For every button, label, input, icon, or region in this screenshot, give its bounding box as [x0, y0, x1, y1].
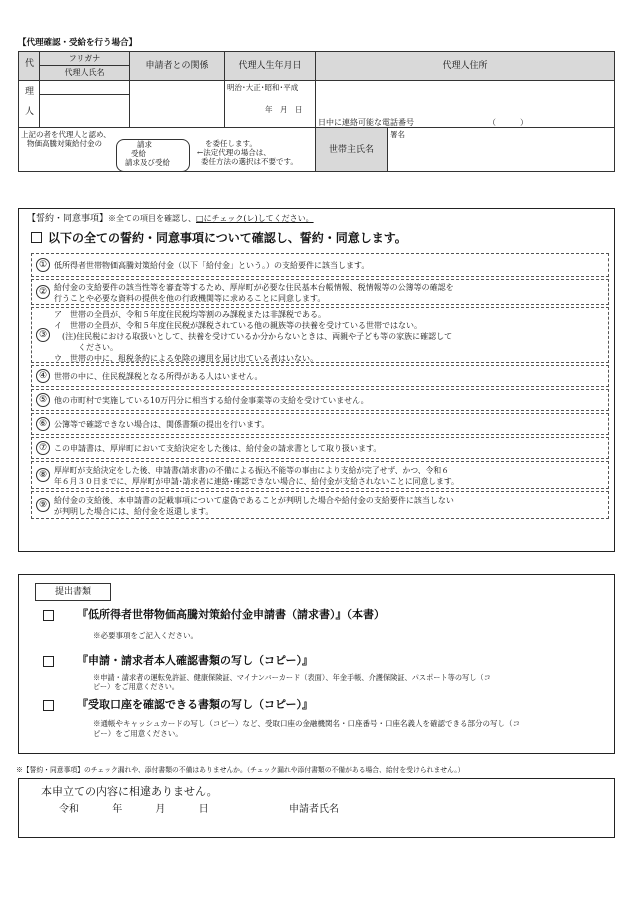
pledge-header-note: ※全ての項目を確認し、: [108, 214, 197, 223]
delegation-box: [18, 127, 316, 172]
doc-label: 『低所得者世帯物価高騰対策給付金申請書（請求書）』（本書）: [77, 608, 385, 621]
pledge-item: [31, 413, 609, 435]
pledge-header-note-check: □にチェック(レ)してください。: [196, 214, 314, 223]
pledge-panel: [18, 208, 615, 552]
pledge-header: [27, 213, 314, 225]
item-text: 他の市町村で実施している10万円分に相当する給付金事業等の支給を受けていません。: [54, 396, 369, 405]
address-header: 代理人住所: [315, 51, 615, 81]
item-text: この申請書は、厚岸町において支給決定をした後は、給付金の請求書として取り扱います。: [54, 444, 382, 453]
doc-label: 『申請・請求者本人確認書類の写し（コピー）』: [77, 654, 314, 667]
signature-label: 署名: [390, 130, 405, 139]
pledge-item: [31, 389, 609, 411]
item-number: ⑥: [36, 417, 50, 431]
phone-parens: （ ）: [488, 118, 528, 127]
proxy-name-header: 代理人氏名: [39, 65, 130, 81]
phone-label: 日中に連絡可能な電話番号: [318, 118, 414, 127]
pledge-item: [31, 365, 609, 387]
signature-field[interactable]: [387, 127, 615, 172]
item-number: ②: [36, 285, 50, 299]
delegate-right-3: 委任方法の選択は不要です。: [201, 157, 298, 166]
proxy-section-title: 【代理確認・受給を行う場合】: [18, 38, 138, 48]
pledge-item: [31, 279, 609, 305]
doc-note: ※通帳やキャッシュカードの写し（コピー）など、受取口座の金融機関名・口座番号・口座名義人を確認できる部分の写し（コ ピー）をご用意ください。: [93, 719, 521, 738]
item-text: ア 世帯の全員が、令和５年度住民税均等割のみ課税または非課税である。 イ 世帯の全員が、令和５年度住民税が課税されている他の親族等の扶養を受けている世帯ではない。 (注)住民税における取扱いとして、扶養を受けているか分からないときは、両親や子ども等の家族に確認して ください。 ウ 世帯の中に、租税条約による免除の適用を届け出ている者はいない。: [54, 310, 453, 363]
dob-header: 代理人生年月日: [224, 51, 316, 81]
item-number: ⑨: [36, 498, 50, 512]
applicant-name-label: 申請者氏名: [289, 804, 339, 815]
item-text: 低所得者世帯物価高騰対策給付金（以下「給付金」という。）の支給要件に該当します。: [54, 261, 370, 270]
dob-field[interactable]: [224, 80, 316, 128]
proxy-side-label: [18, 59, 40, 128]
address-field[interactable]: [315, 80, 615, 128]
date-month: 月: [155, 804, 166, 815]
item-number: ①: [36, 258, 50, 272]
main-pledge-checkbox[interactable]: [31, 232, 42, 243]
relation-field[interactable]: [129, 80, 225, 128]
item-text: 厚岸町が支給決定をした後、申請書(請求書)の不備による振込不能等の事由により支給が完了せず、かつ、令和６ 年６月３０日までに、厚岸町が申請･請求者に連絡･確認できない場合に、給付金が支給されないことに同意します。: [54, 466, 459, 486]
item-text: 公簿等で確認できない場合は、関係書類の提出を行います。: [54, 420, 270, 429]
era-options: 明治･大正･昭和･平成: [227, 83, 299, 92]
option-receive[interactable]: 受給: [131, 149, 146, 158]
doc-checkbox[interactable]: [43, 610, 54, 621]
item-number: ⑦: [36, 441, 50, 455]
date-units: 年 月 日: [265, 105, 303, 114]
doc-label: 『受取口座を確認できる書類の写し（コピー）』: [77, 698, 314, 711]
pledge-header-main: 【誓約・同意事項】: [27, 214, 109, 224]
pledge-item: [31, 253, 609, 277]
pledge-item: [31, 307, 609, 363]
pledge-item: [31, 461, 609, 489]
declaration-text: 本申立ての内容に相違ありません。: [41, 785, 218, 798]
option-request[interactable]: 請求: [137, 140, 152, 149]
delegate-line-1: 上記の者を代理人と認め、: [21, 130, 111, 139]
householder-header: 世帯主氏名: [315, 127, 388, 172]
date-year: 年: [112, 804, 123, 815]
pledge-item: [31, 491, 609, 519]
furigana-field[interactable]: [39, 80, 130, 95]
option-both[interactable]: 請求及び受給: [125, 158, 170, 167]
relation-header: 申請者との関係: [129, 51, 225, 81]
side-char-3: 人: [25, 107, 35, 117]
item-number: ⑤: [36, 393, 50, 407]
item-text: 給付金の支給要件の該当性等を審査等するため、厚岸町が必要な住民基本台帳情報、税情報等の公簿等の確認を 行うことや必要な資料の提供を他の行政機関等に求めることに同意します。: [54, 283, 454, 303]
main-pledge-text: 以下の全ての誓約・同意事項について確認し、誓約・同意します。: [48, 231, 407, 245]
footer-warning: ※【誓約・同意事項】のチェック漏れや、添付書類の不備はありませんか。（チェック漏れや添付書類の不備がある場合、給付を受けられません。）: [16, 766, 465, 774]
proxy-name-field[interactable]: [39, 94, 130, 128]
doc-note: ※申請・請求者の運転免許証、健康保険証、マイナンバーカード（表面）、年金手帳、介護保険証、パスポート等の写し（コ ピー）をご用意ください。: [93, 673, 491, 691]
delegate-right-2: ←法定代理の場合は、: [197, 148, 271, 157]
declaration-box: [18, 778, 615, 838]
documents-panel: [18, 574, 615, 754]
item-number: ③: [36, 328, 50, 342]
delegate-right-1: を委任します。: [205, 139, 257, 148]
side-char-2: 理: [25, 87, 35, 97]
item-text: 世帯の中に、住民税課税となる所得がある人はいません。: [54, 372, 263, 381]
date-line: [59, 803, 209, 816]
date-day: 日: [198, 804, 209, 815]
doc-checkbox[interactable]: [43, 700, 54, 711]
doc-checkbox[interactable]: [43, 656, 54, 667]
documents-title: 提出書類: [35, 583, 111, 601]
item-number: ⑧: [36, 468, 50, 482]
delegate-line-2: 物価高騰対策給付金の: [27, 139, 102, 148]
pledge-item: [31, 437, 609, 459]
furigana-header: フリガナ: [39, 51, 130, 66]
date-era: 令和: [59, 804, 79, 815]
item-number: ④: [36, 369, 50, 383]
main-pledge-row[interactable]: [31, 230, 407, 246]
item-text: 給付金の支給後、本申請書の記載事項について虚偽であることが判明した場合や給付金の支給要件に該当しない が判明した場合には、給付金を返還します。: [54, 496, 454, 516]
doc-note: ※必要事項をご記入ください。: [93, 631, 198, 640]
side-char-1: 代: [25, 59, 35, 69]
